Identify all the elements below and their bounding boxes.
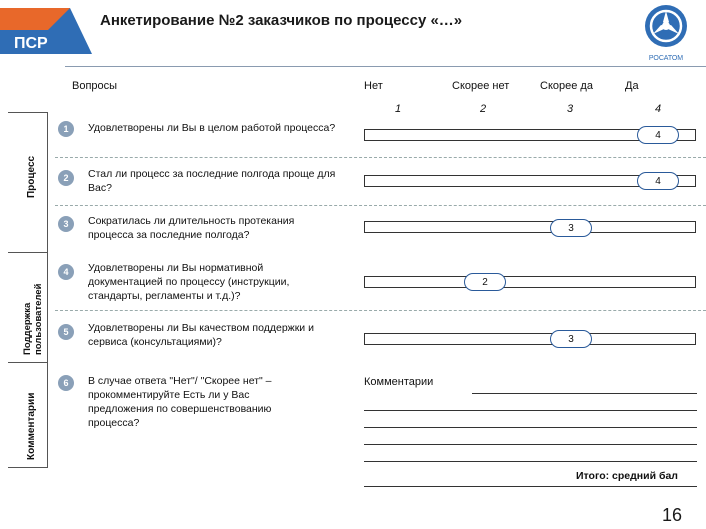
question-text: В случае ответа "Нет"/ "Скорее нет" – прокомментируйте Есть ли у Вас предложения по совершенствованию процесса? <box>88 375 272 429</box>
comment-input-line[interactable] <box>364 461 697 462</box>
question-number-badge: 5 <box>58 324 74 340</box>
question-text: Удовлетворены ли Вы нормативной документацией по процессу (инструкции, стандарты, регламенты и т.д.)? <box>88 262 290 302</box>
page-number: 16 <box>662 505 683 525</box>
question-text: Удовлетворены ли Вы качеством поддержки и сервиса (консультациями)? <box>88 322 314 348</box>
answer-marker[interactable]: 4 <box>637 172 679 190</box>
comment-input-line[interactable] <box>472 393 697 394</box>
scale-3: 3 <box>567 103 574 115</box>
row-separator <box>55 205 706 206</box>
question-number-badge: 6 <box>58 375 74 391</box>
comment-input-line[interactable] <box>364 427 697 428</box>
answer-scale-bar[interactable] <box>364 333 696 345</box>
question-text: Стал ли процесс за последние полгода проще для Вас? <box>88 168 336 194</box>
column-header-rather-yes: Скорее да <box>540 80 593 92</box>
answer-scale-bar[interactable] <box>364 276 696 288</box>
section-label-process: Процесс <box>26 155 37 198</box>
column-header-no: Нет <box>364 80 383 92</box>
question-text: Сократилась ли длительность протекания процесса за последние полгода? <box>88 215 295 241</box>
total-divider <box>364 486 697 487</box>
section-process-bracket <box>47 112 48 252</box>
answer-scale-bar[interactable] <box>364 221 696 233</box>
rosatom-logo <box>640 2 692 64</box>
comments-label: Комментарии <box>364 376 434 388</box>
svg-text:ПСР: ПСР <box>14 35 48 52</box>
section-comments-bracket <box>47 362 48 467</box>
section-support-bracket <box>47 252 48 362</box>
psr-logo <box>0 8 92 54</box>
page-title: Анкетирование №2 заказчиков по процессу «…» <box>100 12 463 29</box>
column-header-yes: Да <box>625 80 639 92</box>
title-divider <box>65 66 706 67</box>
section-divider <box>8 112 48 113</box>
column-header-questions: Вопросы <box>72 80 118 92</box>
scale-4: 4 <box>655 103 662 115</box>
section-divider <box>8 362 48 363</box>
column-header-rather-no: Скорее нет <box>452 80 510 92</box>
question-number-badge: 3 <box>58 216 74 232</box>
answer-marker[interactable]: 4 <box>637 126 679 144</box>
average-score-label: Итого: средний бал <box>576 470 678 482</box>
section-divider <box>8 252 48 253</box>
comment-input-line[interactable] <box>364 444 697 445</box>
row-separator <box>55 157 706 158</box>
comment-input-line[interactable] <box>364 410 697 411</box>
answer-marker[interactable]: 3 <box>550 219 592 237</box>
section-divider <box>8 467 48 468</box>
answer-marker[interactable]: 2 <box>464 273 506 291</box>
section-label-support: Поддержка пользователей <box>22 283 44 355</box>
question-number-badge: 1 <box>58 121 74 137</box>
question-text: Удовлетворены ли Вы в целом работой процесса? <box>88 122 336 134</box>
section-label-comments: Комментарии <box>26 392 37 460</box>
scale-2: 2 <box>480 103 487 115</box>
scale-1: 1 <box>395 103 402 115</box>
answer-marker[interactable]: 3 <box>550 330 592 348</box>
question-number-badge: 4 <box>58 264 74 280</box>
svg-text:РОСАТОМ: РОСАТОМ <box>648 55 684 62</box>
row-separator <box>55 310 706 311</box>
question-number-badge: 2 <box>58 170 74 186</box>
